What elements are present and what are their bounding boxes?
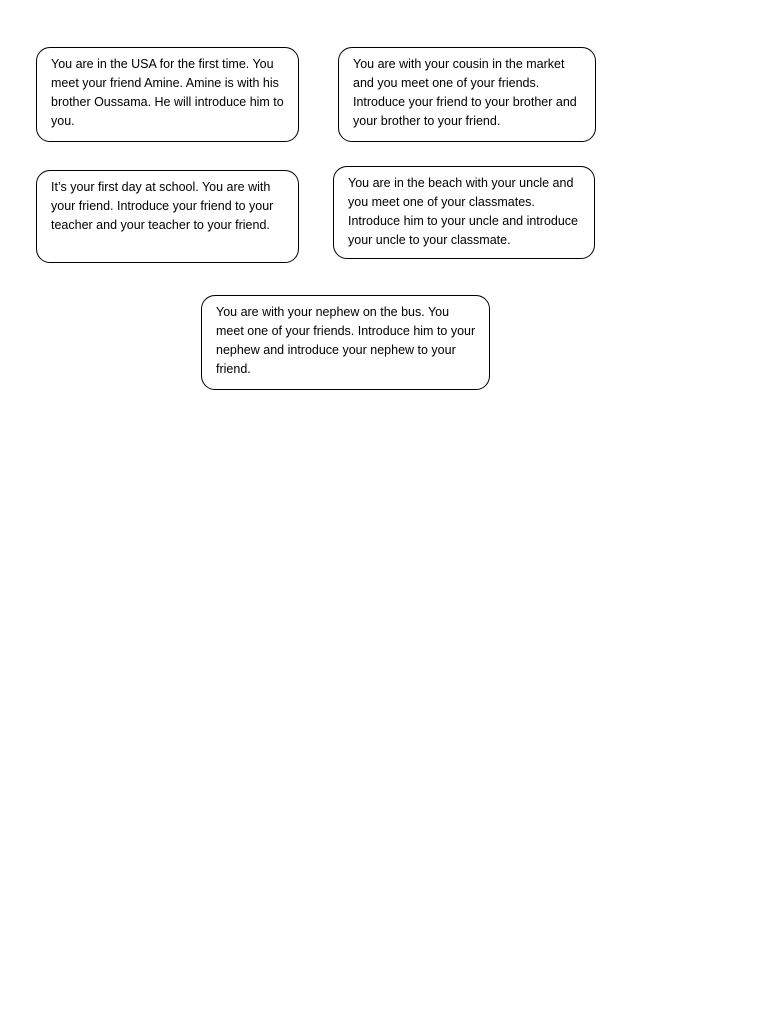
situation-card-beach bbox=[333, 166, 595, 259]
situation-card-school bbox=[36, 170, 299, 263]
situation-card-bus bbox=[201, 295, 490, 390]
situation-card-usa bbox=[36, 47, 299, 142]
situation-card-market bbox=[338, 47, 596, 142]
situation-card-text: You are with your cousin in the market and you meet one of your friends. Introduce your friend to your brother and your brother to your friend. bbox=[353, 57, 577, 128]
situation-card-text: It’s your first day at school. You are with your friend. Introduce your friend to your teacher and your teacher to your friend. bbox=[51, 180, 274, 232]
situation-card-text: You are in the beach with your uncle and you meet one of your classmates. Introduce him to your uncle and introduce your uncle to your classmate. bbox=[348, 176, 578, 247]
situation-card-text: You are in the USA for the first time. You meet your friend Amine. Amine is with his brother Oussama. He will introduce him to you. bbox=[51, 57, 284, 128]
situation-card-text: You are with your nephew on the bus. You meet one of your friends. Introduce him to your nephew and introduce your nephew to your friend. bbox=[216, 305, 476, 376]
